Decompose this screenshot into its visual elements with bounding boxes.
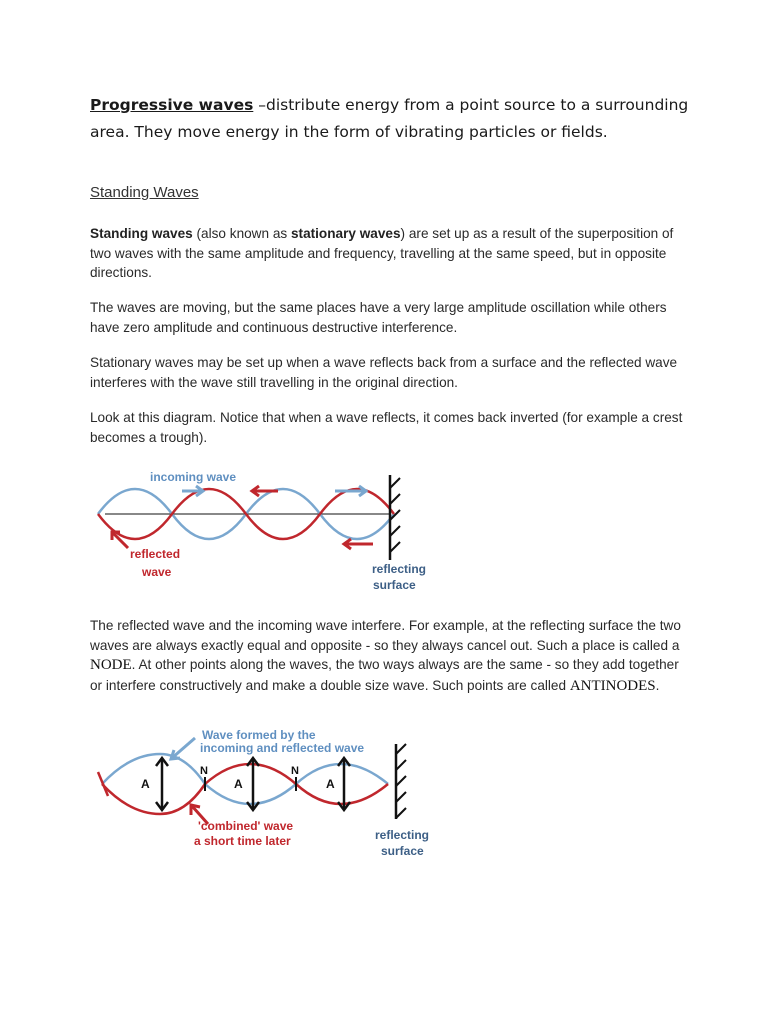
standing-waves-term: Standing waves: [90, 226, 193, 241]
formed-wave-pointer-icon: [171, 738, 195, 759]
antinode-arrow-icon: [247, 758, 259, 810]
amplitude-paragraph: The waves are moving, but the same places have a very large amplitude oscillation while others have zero amplitude and continuous destructive interference.: [90, 300, 667, 335]
standing-waves-paragraph: [90, 224, 690, 283]
node-label: N: [200, 765, 208, 777]
wave-start-mark: [98, 772, 108, 796]
standing-wave-diagram: [90, 724, 450, 864]
combined-wave-label-line1: 'combined' wave: [198, 819, 294, 833]
surface-label-line1: reflecting: [375, 828, 430, 842]
diagram-intro-paragraph: Look at this diagram. Notice that when a wave reflects, it comes back inverted (for example a crest becomes a trough).: [90, 410, 683, 445]
formed-wave-label-line2: incoming and reflected wave: [200, 741, 365, 755]
interference-paragraph: [90, 616, 690, 696]
progressive-waves-term: Progressive waves: [90, 96, 254, 114]
para5-text-3: .: [655, 677, 660, 693]
surface-label-line2: surface: [373, 578, 416, 592]
para1-text-2: ) are set up as a result of the superposition of two waves with the same amplitude and frequency, travelling at the same speed, but in opposite directions.: [90, 226, 674, 280]
combined-wave-upper: [102, 754, 205, 784]
para5-text-2: . At other points along the waves, the two ways always are the same - so they add together or interfere constructively and make a double size wave. Such points are called: [90, 657, 679, 693]
antinodes-term: ANTINODES: [569, 677, 656, 694]
reflection-paragraph: Stationary waves may be set up when a wave reflects back from a surface and the reflected wave interferes with the wave still travelling in the original direction.: [90, 355, 678, 390]
reflection-diagram: [90, 460, 440, 595]
section-title: Standing Waves: [90, 184, 199, 201]
antinode-label: A: [141, 777, 150, 791]
incoming-wave-label: incoming wave: [150, 470, 237, 484]
node-label: N: [291, 765, 299, 777]
combined-wave-label-line2: a short time later: [194, 834, 291, 848]
left-arrow-icon: [344, 539, 373, 549]
formed-wave-label-line1: Wave formed by the: [202, 728, 316, 742]
intro-text: –distribute energy from a point source to a surrounding area. They move energy in the form of vibrating particles or fields.: [90, 96, 689, 141]
surface-label-line2: surface: [381, 844, 424, 858]
intro-paragraph: [90, 92, 690, 146]
para1-text-1: (also known as: [192, 226, 291, 241]
wall-hatching: [396, 744, 406, 818]
antinode-arrow-icon: [338, 758, 350, 810]
stationary-waves-term: stationary waves: [290, 226, 401, 241]
wall-hatching: [390, 478, 400, 552]
node-term: NODE: [90, 657, 132, 673]
para5-text-1: The reflected wave and the incoming wave interfere. For example, at the reflecting surface the two waves are always exactly equal and opposite - so they always cancel out. Such a place is called a: [90, 618, 681, 653]
antinode-arrow-icon: [156, 758, 168, 810]
antinode-label: A: [326, 777, 335, 791]
surface-label-line1: reflecting: [372, 562, 427, 576]
reflected-label-line2: wave: [142, 565, 172, 579]
antinode-label: A: [234, 777, 243, 791]
reflected-label-line1: reflected: [130, 547, 181, 561]
